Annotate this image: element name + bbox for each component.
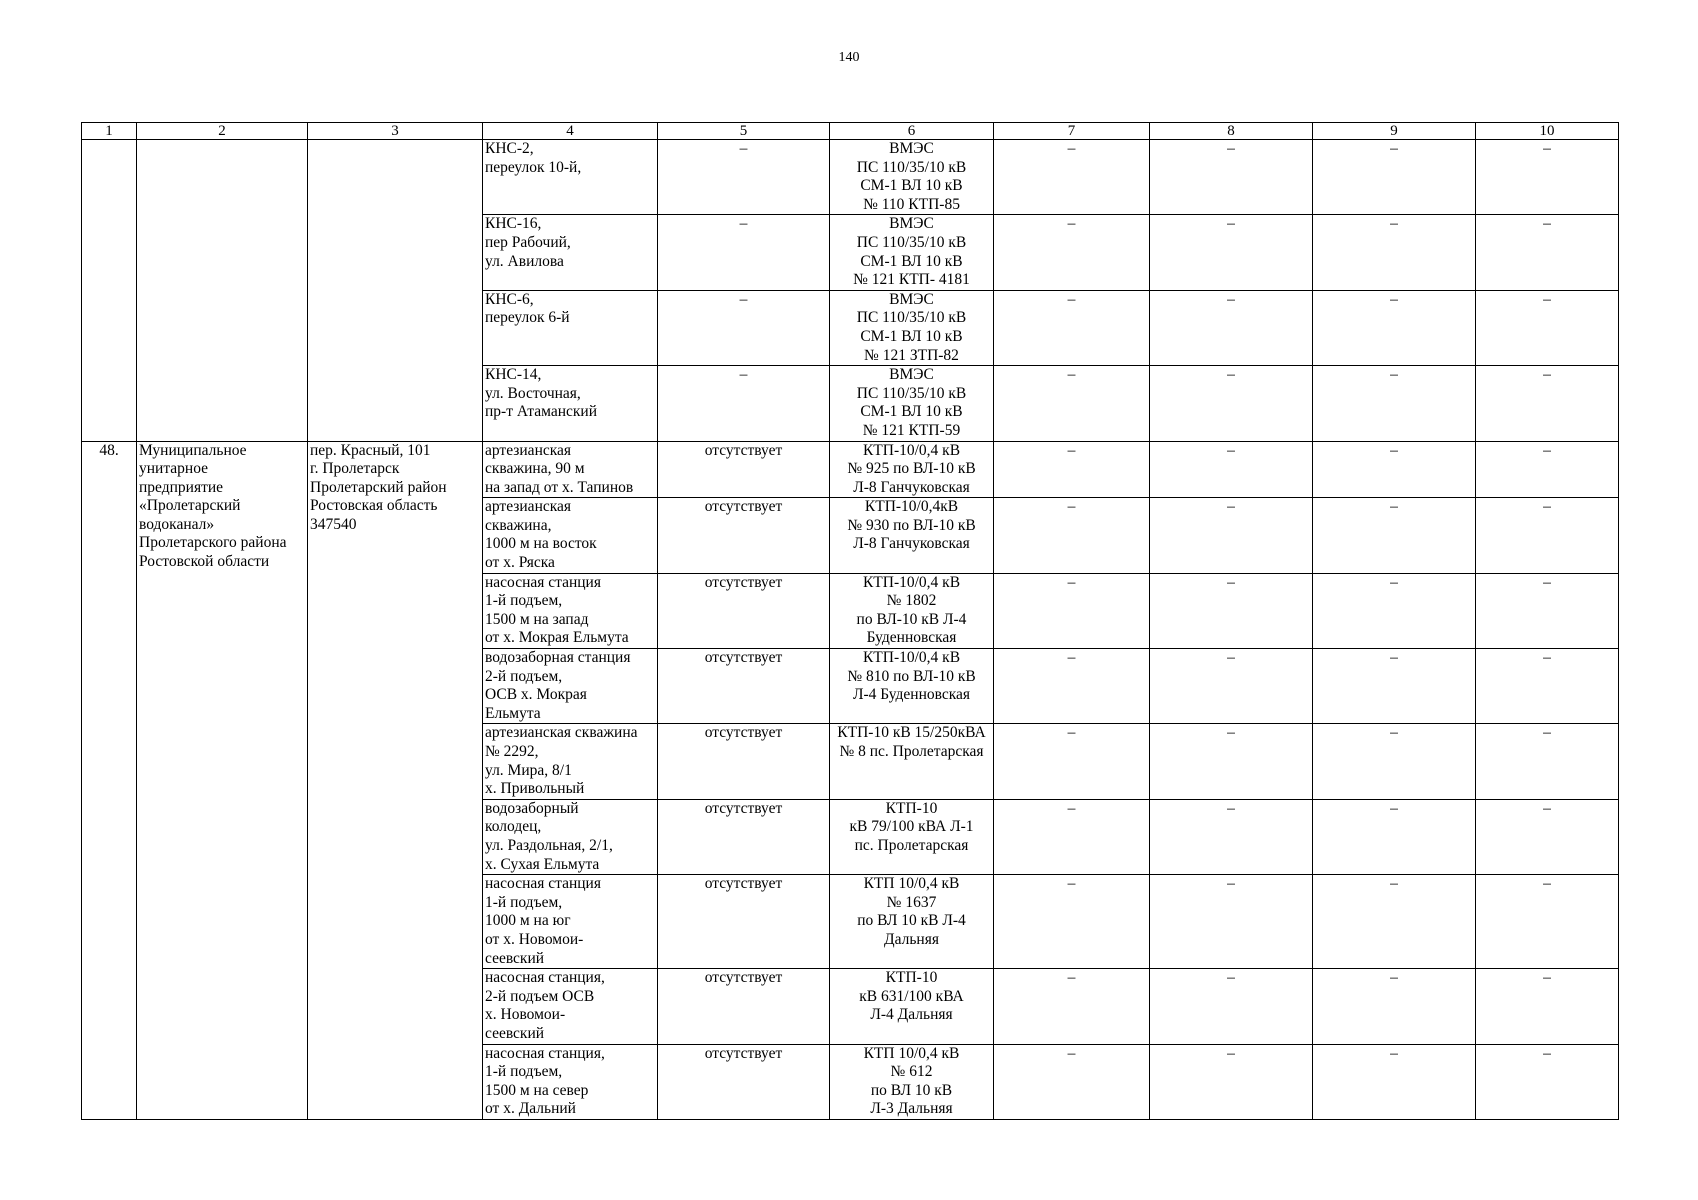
col5-cell: отсутствует [658,724,830,799]
col8-cell: – [1150,799,1313,874]
column-number: 7 [994,123,1150,140]
col5-cell: отсутствует [658,498,830,573]
col10-cell: – [1476,875,1619,969]
organization-name: Муниципальное унитарное предприятие «Пролетарский водоканал» Пролетарского района Ростовской области [137,441,308,1119]
supply-source-cell: ВМЭС ПС 110/35/10 кВ СМ-1 ВЛ 10 кВ № 121 КТП-59 [830,366,994,441]
object-cell: КНС-14, ул. Восточная, пр-т Атаманский [483,366,658,441]
col10-cell: – [1476,969,1619,1044]
col9-cell: – [1313,799,1476,874]
object-cell: водозаборный колодец, ул. Раздольная, 2/1, х. Сухая Ельмута [483,799,658,874]
col5-cell: отсутствует [658,969,830,1044]
entry-number: 48. [82,441,137,1119]
col10-cell: – [1476,498,1619,573]
supply-source-cell: ВМЭС ПС 110/35/10 кВ СМ-1 ВЛ 10 кВ № 110 КТП-85 [830,140,994,215]
col9-cell: – [1313,441,1476,498]
table-row [82,441,1619,498]
col5-cell: отсутствует [658,1044,830,1119]
supply-source-cell: КТП-10 кВ 631/100 кВА Л-4 Дальняя [830,969,994,1044]
object-cell: артезианская скважина, 90 м на запад от х. Тапинов [483,441,658,498]
supply-source-cell: КТП-10/0,4 кВ № 925 по ВЛ-10 кВ Л-8 Ганчуковская [830,441,994,498]
col5-cell: – [658,140,830,215]
col8-cell: – [1150,215,1313,290]
object-cell: артезианская скважина № 2292, ул. Мира, 8/1 х. Привольный [483,724,658,799]
col9-cell: – [1313,290,1476,365]
col10-cell: – [1476,215,1619,290]
object-cell: водозаборная станция 2-й подъем, ОСВ х. Мокрая Ельмута [483,649,658,724]
col9-cell: – [1313,724,1476,799]
col9-cell: – [1313,649,1476,724]
supply-source-cell: КТП-10/0,4 кВ № 810 по ВЛ-10 кВ Л-4 Буденновская [830,649,994,724]
col5-cell: – [658,215,830,290]
supply-source-cell: ВМЭС ПС 110/35/10 кВ СМ-1 ВЛ 10 кВ № 121 КТП- 4181 [830,215,994,290]
supply-source-cell: КТП 10/0,4 кВ № 612 по ВЛ 10 кВ Л-3 Дальняя [830,1044,994,1119]
col7-cell: – [994,724,1150,799]
col9-cell: – [1313,215,1476,290]
col9-cell: – [1313,1044,1476,1119]
col5-cell: – [658,290,830,365]
col9-cell: – [1313,969,1476,1044]
col7-cell: – [994,290,1150,365]
col10-cell: – [1476,290,1619,365]
col10-cell: – [1476,441,1619,498]
column-number: 8 [1150,123,1313,140]
column-number: 6 [830,123,994,140]
supply-source-cell: КТП-10/0,4кВ № 930 по ВЛ-10 кВ Л-8 Ганчуковская [830,498,994,573]
col2-continuation [137,140,308,442]
col8-cell: – [1150,140,1313,215]
col10-cell: – [1476,724,1619,799]
column-number: 3 [308,123,483,140]
column-number: 5 [658,123,830,140]
col9-cell: – [1313,140,1476,215]
col8-cell: – [1150,969,1313,1044]
col10-cell: – [1476,140,1619,215]
col5-cell: отсутствует [658,441,830,498]
col8-cell: – [1150,875,1313,969]
col8-cell: – [1150,441,1313,498]
col10-cell: – [1476,649,1619,724]
col7-cell: – [994,1044,1150,1119]
col5-cell: отсутствует [658,875,830,969]
col5-cell: – [658,366,830,441]
col5-cell: отсутствует [658,799,830,874]
column-number-row [82,123,1619,140]
col7-cell: – [994,366,1150,441]
col8-cell: – [1150,1044,1313,1119]
object-cell: КНС-6, переулок 6-й [483,290,658,365]
supply-source-cell: КТП-10/0,4 кВ № 1802 по ВЛ-10 кВ Л-4 Буденновская [830,573,994,648]
col10-cell: – [1476,1044,1619,1119]
col7-cell: – [994,573,1150,648]
col8-cell: – [1150,724,1313,799]
col7-cell: – [994,215,1150,290]
col10-cell: – [1476,573,1619,648]
col7-cell: – [994,875,1150,969]
col3-continuation [308,140,483,442]
col9-cell: – [1313,573,1476,648]
column-number: 1 [82,123,137,140]
col7-cell: – [994,498,1150,573]
col1-continuation [82,140,137,442]
col10-cell: – [1476,799,1619,874]
column-number: 10 [1476,123,1619,140]
page-number: 140 [838,50,860,65]
col10-cell: – [1476,366,1619,441]
col8-cell: – [1150,573,1313,648]
object-cell: насосная станция, 1-й подъем, 1500 м на север от х. Дальний [483,1044,658,1119]
column-number: 2 [137,123,308,140]
object-cell: насосная станция 1-й подъем, 1000 м на юг от х. Новомои- сеевский [483,875,658,969]
supply-source-cell: КТП 10/0,4 кВ № 1637 по ВЛ 10 кВ Л-4 Дальняя [830,875,994,969]
col8-cell: – [1150,290,1313,365]
col9-cell: – [1313,875,1476,969]
object-cell: насосная станция 1-й подъем, 1500 м на запад от х. Мокрая Ельмута [483,573,658,648]
col7-cell: – [994,969,1150,1044]
object-cell: КНС-16, пер Рабочий, ул. Авилова [483,215,658,290]
object-cell: КНС-2, переулок 10-й, [483,140,658,215]
supply-source-cell: КТП-10 кВ 79/100 кВА Л-1 пс. Пролетарская [830,799,994,874]
col7-cell: – [994,441,1150,498]
supply-source-cell: КТП-10 кВ 15/250кВА № 8 пс. Пролетарская [830,724,994,799]
col5-cell: отсутствует [658,573,830,648]
col9-cell: – [1313,498,1476,573]
col7-cell: – [994,649,1150,724]
col8-cell: – [1150,498,1313,573]
col7-cell: – [994,799,1150,874]
object-cell: артезианская скважина, 1000 м на восток от х. Ряска [483,498,658,573]
object-cell: насосная станция, 2-й подъем ОСВ х. Новомои- сеевский [483,969,658,1044]
column-number: 4 [483,123,658,140]
column-number: 9 [1313,123,1476,140]
col5-cell: отсутствует [658,649,830,724]
col8-cell: – [1150,649,1313,724]
supply-source-cell: ВМЭС ПС 110/35/10 кВ СМ-1 ВЛ 10 кВ № 121 ЗТП-82 [830,290,994,365]
organization-address: пер. Красный, 101 г. Пролетарск Пролетарский район Ростовская область 347540 [308,441,483,1119]
col9-cell: – [1313,366,1476,441]
table-row [82,140,1619,215]
col7-cell: – [994,140,1150,215]
register-table [81,122,1619,1120]
col8-cell: – [1150,366,1313,441]
